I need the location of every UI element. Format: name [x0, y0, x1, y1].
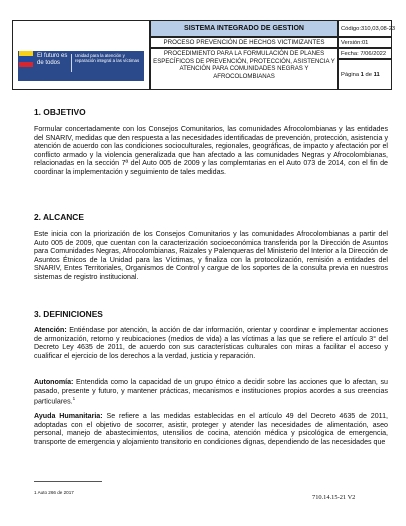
- colombia-flag-icon: [19, 51, 33, 67]
- section-heading-alcance: 2. ALCANCE: [34, 212, 84, 222]
- definition-autonomia: [34, 378, 388, 406]
- logo-divider: [71, 54, 72, 72]
- page-cell: [338, 59, 392, 90]
- logo-entity-name: Unidad para la atención y reparación integral a las víctimas: [75, 53, 140, 64]
- objetivo-text: Formular concertadamente con los Consejos Comunitarios, las comunidades Afrocolombianas y las entidades del SNARIV, medidas que den respuesta a las necesidades identificadas de prevención, protección, asistencia y atención de acuerdo con las condiciones socioculturales, regionales, geográficas, de impacto y afectación por el conflicto armado y la violencia generalizada que han afectado a las comunidades Negras y Afrocolombianas, relacionadas en la sección 7ª del Auto 005 de 2009 y las complemtarias en el Auto 073 de 2014, con el fin de coordinar la implementación y seguimiento de tales medidas.: [34, 125, 388, 176]
- section-heading-objetivo: 1. OBJETIVO: [34, 107, 86, 117]
- document-version: Versión:01: [341, 40, 369, 46]
- section-heading-definiciones: 3. DEFINICIONES: [34, 309, 103, 319]
- term-autonomia: Autonomía:: [34, 378, 74, 386]
- footnote-ref: 1: [72, 396, 76, 402]
- alcance-text: Este inicia con la priorización de los Consejos Comunitarios y las comunidades Afrocolombianas a partir del Auto 005 de 2009, que cuentan con la caracterización socioeconómica transferida por la Dirección de Asuntos para Comunidades Negras, Afrocolombianas, Raizales y Palenqueras del Ministerio del Interior a la Dirección de Asuntos Étnicos de la Unidad para las Víctimas, y finaliza con la protocolización, remisión a entidades del SNARIV, Entes Territoriales, Organismos de Control y cargue de los soportes de la consulta previa en nuestros sistemas de registro institucional.: [34, 230, 388, 281]
- process-name: PROCESO PREVENCIÓN DE HECHOS VICTIMIZANTES: [163, 39, 325, 46]
- procedure-name: PROCEDIMIENTO PARA LA FORMULACIÓN DE PLANES ESPECÍFICOS DE PREVENCIÓN, PROTECCIÓN, ASISTENCIA Y ATENCIÓN PARA COMUNIDADES NEGRAS Y AFROCOLOMBIANAS: [153, 50, 335, 80]
- version-cell: [338, 37, 392, 48]
- process-cell: [150, 37, 338, 48]
- definition-autonomia-text: Entendida como la capacidad de un grupo étnico a decidir sobre las acciones que lo afectan, su pasado, presente y futuro, y mantener prácticas, mecanismos e instituciones propios acordes a sus creencias particulares.: [34, 378, 388, 406]
- definition-atencion-text: Entiéndase por atención, la acción de dar información, orientar y coordinar e implementar acciones de armonización, retorno y reubicaciones (medios de vida) a las víctimas a las que se refiere el artículo 3° del Decreto Ley 4635 de 2011, de acuerdo con sus características culturales con miras a facilitar el acceso y cualificar el ejercicio de los derechos a la verdad, justicia y reparación.: [34, 326, 388, 360]
- definition-atencion: [34, 326, 388, 360]
- date-cell: [338, 48, 392, 59]
- system-title: SISTEMA INTEGRADO DE GESTION: [184, 25, 304, 32]
- term-atencion: Atención:: [34, 326, 67, 334]
- system-title-cell: [150, 20, 338, 37]
- document-code: Código:310,03,08-23: [341, 26, 396, 32]
- page-indicator: Página 1 de 11: [341, 72, 380, 78]
- footnote: 1 Auto 266 de 2017: [34, 490, 74, 495]
- procedure-cell: [150, 48, 338, 90]
- definition-ayuda-text: Se refiere a las medidas establecidas en el artículo 49 del Decreto 4635 de 2011, adoptadas con el objetivo de socorrer, asistir, proteger y atender las necesidades de alimentación, aseo personal, manejo de abastecimientos, utensilios de cocina, atención médica y psicológica de emergencia, transporte de emergencia y alojamiento transitorio en condiciones dignas, dependiendo de las necesidades que: [34, 412, 389, 446]
- footer-code: 710.14.15-21 V2: [312, 494, 356, 501]
- logo-cell: [12, 20, 150, 90]
- footnote-divider: [34, 481, 102, 482]
- definition-ayuda-humanitaria: [34, 412, 388, 446]
- code-cell: [338, 20, 396, 37]
- logo-tagline: El futuro es de todos: [37, 53, 68, 66]
- term-ayuda-humanitaria: Ayuda Humanitaria:: [34, 412, 103, 420]
- document-date: Fecha: 7/06/2022: [341, 51, 387, 57]
- document-header: [12, 20, 396, 90]
